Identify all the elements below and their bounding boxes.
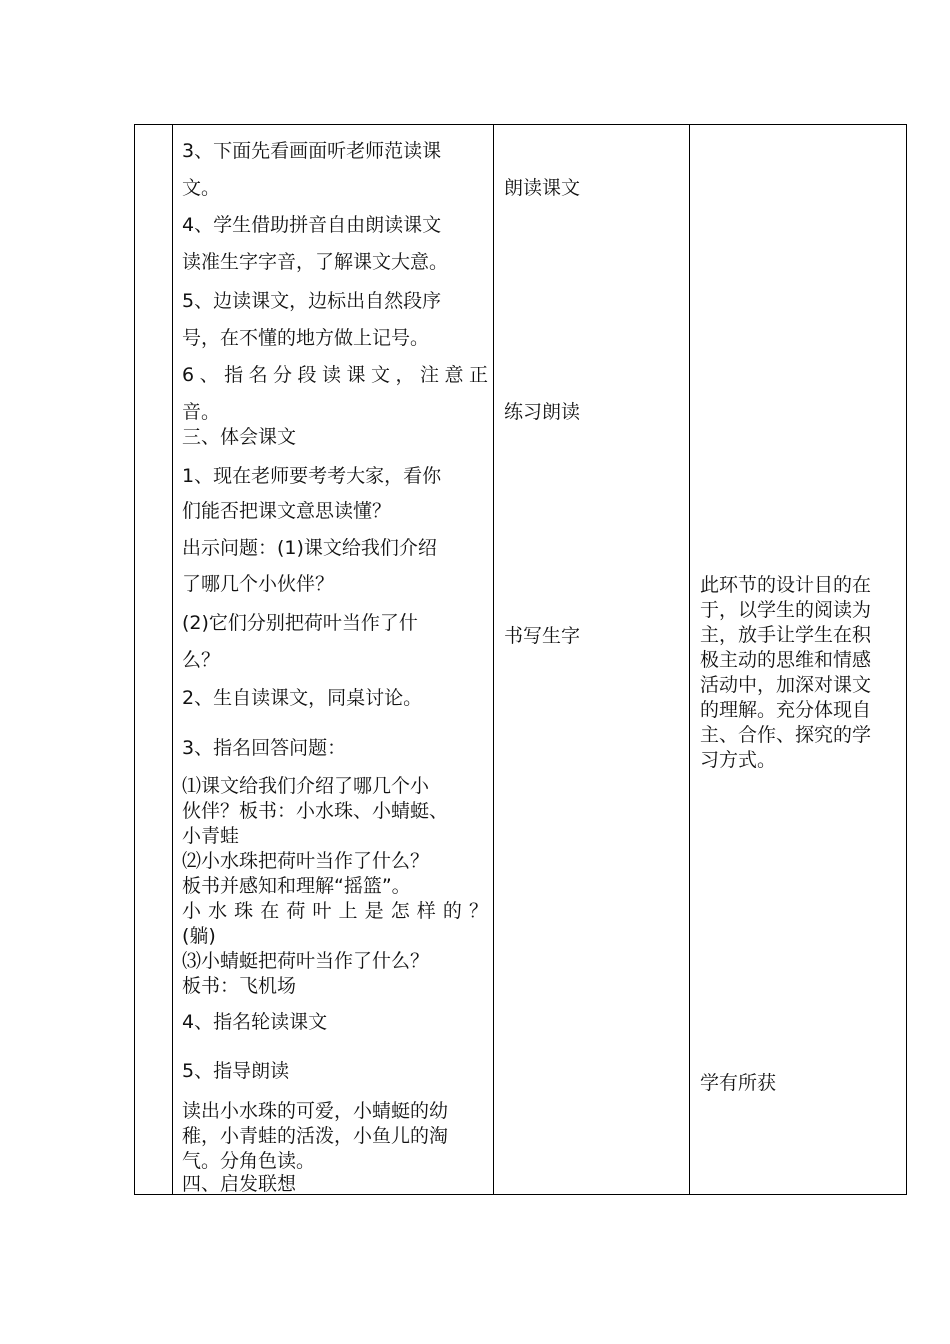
process-line: ⑵小水珠把荷叶当作了什么？ xyxy=(182,850,430,872)
process-line: 3、指名回答问题： xyxy=(182,737,347,759)
process-line: 小水珠在荷叶上是怎样的？ xyxy=(182,900,488,922)
intent-line: 此环节的设计目的在 xyxy=(700,574,872,596)
intent-line: 学有所获 xyxy=(700,1072,777,1094)
process-line: 么？ xyxy=(182,649,221,671)
process-line: 5、指导朗读 xyxy=(182,1060,290,1082)
process-line: ⑴课文给我们介绍了哪几个小 xyxy=(182,775,430,797)
process-line: 了哪几个小伙伴？ xyxy=(182,573,335,595)
process-line: 伙伴？板书：小水珠、小蜻蜓、 xyxy=(182,800,449,822)
process-line: 稚，小青蛙的活泼，小鱼儿的淘 xyxy=(182,1125,449,1147)
activity-label: 书写生字 xyxy=(504,625,581,647)
activity-label: 练习朗读 xyxy=(504,401,581,423)
process-line: 小青蛙 xyxy=(182,825,240,847)
process-line: 4、学生借助拼音自由朗读课文 xyxy=(182,214,442,236)
process-line: 音。 xyxy=(182,401,221,423)
section-heading: 四、启发联想 xyxy=(182,1173,297,1195)
column-divider xyxy=(493,125,494,1194)
intent-line: 活动中，加深对课文 xyxy=(700,674,872,696)
process-line: 4、指名轮读课文 xyxy=(182,1011,328,1033)
process-line: 1、现在老师要考考大家，看你 xyxy=(182,465,442,487)
process-line: 3、下面先看画面听老师范读课 xyxy=(182,140,442,162)
process-line: 板书：飞机场 xyxy=(182,975,297,997)
intent-line: 主、合作、探究的学 xyxy=(700,724,872,746)
process-line: 2、生自读课文，同桌讨论。 xyxy=(182,687,423,709)
process-line: 读准生字字音，了解课文大意。 xyxy=(182,251,449,273)
process-line: 6、指名分段读课文，注意正 xyxy=(182,364,488,386)
activity-label: 朗读课文 xyxy=(504,177,581,199)
intent-line: 极主动的思维和情感 xyxy=(700,649,872,671)
intent-line: 的理解。充分体现自 xyxy=(700,699,872,721)
process-line: 文。 xyxy=(182,177,221,199)
process-line: (躺) xyxy=(182,925,216,947)
process-line: 5、边读课文，边标出自然段序 xyxy=(182,290,442,312)
intent-line: 习方式。 xyxy=(700,749,777,771)
process-line: 气。分角色读。 xyxy=(182,1150,316,1172)
intent-line: 于，以学生的阅读为 xyxy=(700,599,872,621)
process-line: 板书并感知和理解“摇篮”。 xyxy=(182,875,411,897)
section-heading: 三、体会课文 xyxy=(182,426,297,448)
process-line: (2)它们分别把荷叶当作了什 xyxy=(182,612,418,634)
lesson-plan-table xyxy=(134,124,907,1195)
process-line: 出示问题：(1)课文给我们介绍 xyxy=(182,537,437,559)
column-divider xyxy=(172,125,173,1194)
process-line: 号，在不懂的地方做上记号。 xyxy=(182,327,430,349)
column-divider xyxy=(689,125,690,1194)
process-line: 读出小水珠的可爱，小蜻蜓的幼 xyxy=(182,1100,449,1122)
intent-line: 主，放手让学生在积 xyxy=(700,624,872,646)
process-line: ⑶小蜻蜓把荷叶当作了什么？ xyxy=(182,950,430,972)
process-line: 们能否把课文意思读懂？ xyxy=(182,500,392,522)
